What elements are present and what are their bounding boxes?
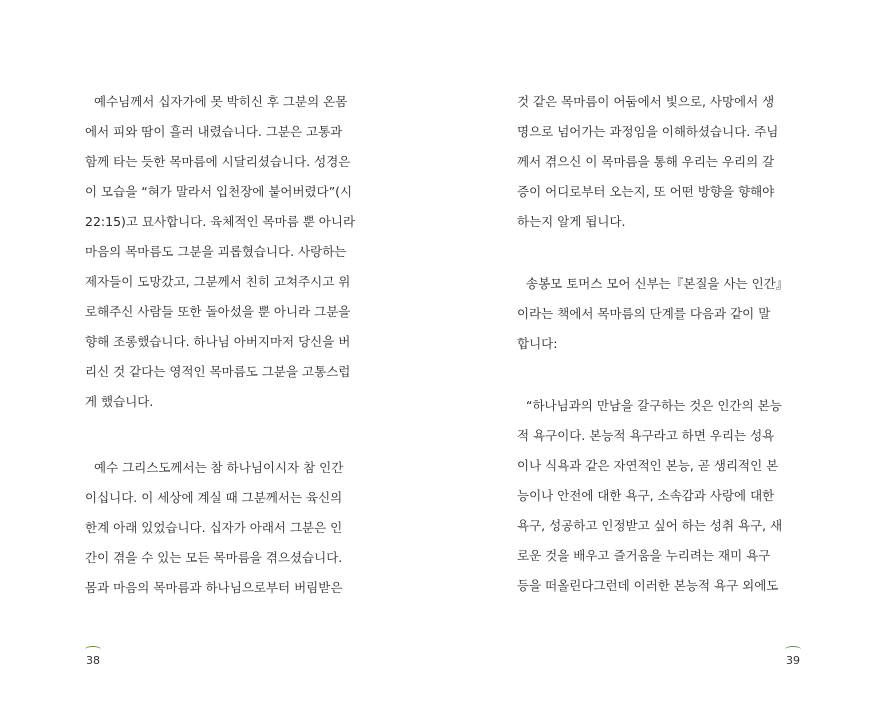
text-line: 에서 피와 땀이 흘러 내렸습니다. 그분은 고통과 <box>85 124 343 139</box>
text-line: 이십니다. 이 세상에 계실 때 그분께서는 육신의 <box>85 490 343 505</box>
page-ornament-icon <box>85 646 101 653</box>
text-line: 이나 식욕과 같은 자연적인 본능, 곧 생리적인 본 <box>517 458 779 473</box>
text-line: 적 욕구이다. 본능적 욕구라고 하면 우리는 성욕 <box>517 428 775 443</box>
text-line: 제자들이 도망갔고, 그분께서 친히 고쳐주시고 위 <box>85 274 351 289</box>
text-line: 로운 것을 배우고 즐거움을 누리려는 재미 욕구 <box>517 548 771 563</box>
page-number <box>81 646 105 667</box>
text-line: “하나님과의 만남을 갈구하는 것은 인간의 본능 <box>526 398 782 413</box>
text-line: 하는지 알게 됩니다. <box>517 214 626 229</box>
text-line: 22:15)고 묘사합니다. 육체적인 목마름 뿐 아니라 <box>85 214 356 229</box>
text-line: 예수 그리스도께서는 참 하나님이시자 참 인간 <box>94 460 344 475</box>
text-line: 욕구, 성공하고 인정받고 싶어 하는 성취 욕구, 새 <box>517 518 783 533</box>
text-line: 향해 조롱했습니다. 하나님 아버지마저 당신을 버 <box>85 334 351 349</box>
text-line: 리신 것 같다는 영적인 목마름도 그분을 고통스럽 <box>85 364 351 379</box>
text-line: 께서 겪으신 이 목마름을 통해 우리는 우리의 갈 <box>517 154 775 169</box>
text-line: 함께 타는 듯한 목마름에 시달리셨습니다. 성경은 <box>85 154 351 169</box>
text-line: 이라는 책에서 목마름의 단계를 다음과 같이 말 <box>517 306 771 321</box>
text-line: 마음의 목마름도 그분을 괴롭혔습니다. 사랑하는 <box>85 244 347 259</box>
text-line: 몸과 마음의 목마름과 하나님으로부터 버림받은 <box>85 580 343 595</box>
page-number <box>781 646 805 667</box>
text-line: 송봉모 토머스 모어 신부는『본질을 사는 인간』 <box>526 276 789 291</box>
text-line: 증이 어디로부터 오는지, 또 어떤 방향을 향해야 <box>517 184 775 199</box>
page-number-label: 38 <box>86 654 100 667</box>
right-page <box>442 0 884 706</box>
text-line: 합니다: <box>517 336 558 351</box>
page-ornament-icon <box>785 646 801 653</box>
text-line: 것 같은 목마름이 어둠에서 빛으로, 사망에서 생 <box>517 94 775 109</box>
text-line: 이 모습을 “혀가 말라서 입천장에 붙어버렸다”(시 <box>85 184 353 199</box>
text-line: 간이 겪을 수 있는 모든 목마름을 겪으셨습니다. <box>85 550 343 565</box>
text-line: 한계 아래 있었습니다. 십자가 아래서 그분은 인 <box>85 520 343 535</box>
page-number-label: 39 <box>786 654 800 667</box>
text-line: 로해주신 사람들 또한 돌아섰을 뿐 아니라 그분을 <box>85 304 351 319</box>
text-line: 능이나 안전에 대한 욕구, 소속감과 사랑에 대한 <box>517 488 775 503</box>
text-line: 등을 떠올린다그런데 이러한 본능적 욕구 외에도 <box>517 578 779 593</box>
text-line: 예수님께서 십자가에 못 박히신 후 그분의 온몸 <box>94 94 348 109</box>
text-line: 게 했습니다. <box>85 394 154 409</box>
text-line: 명으로 넘어가는 과정임을 이해하셨습니다. 주님 <box>517 124 779 139</box>
